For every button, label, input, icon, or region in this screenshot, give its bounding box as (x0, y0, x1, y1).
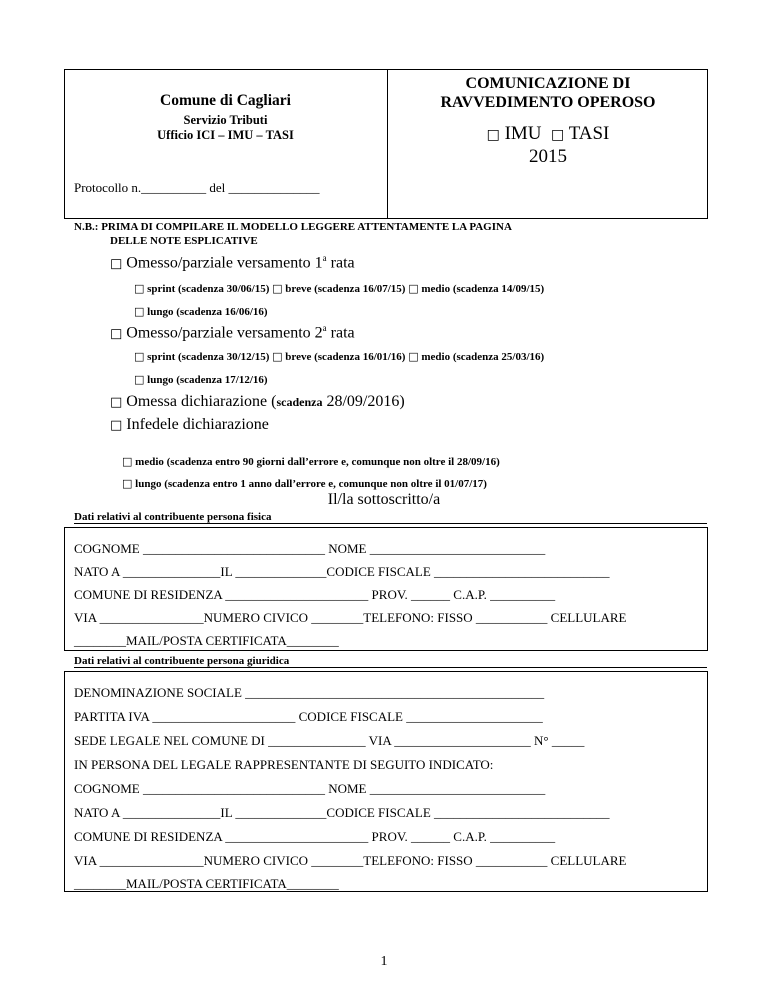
giuridica-piva-cf[interactable]: PARTITA IVA ______________________ CODICE FISCALE _____________________ (74, 709, 543, 724)
rata1-label-end: rata (330, 254, 355, 272)
rata2-lungo-checkbox[interactable]: □ (134, 373, 145, 386)
fisica-heading: Dati relativi al contribuente persona fisica (74, 511, 707, 524)
giuridica-email[interactable]: ________MAIL/POSTA CERTIFICATA________ (74, 876, 339, 891)
ufficio-label: Ufficio ICI – IMU – TASI (157, 128, 294, 142)
infedele-medio-label: medio (scadenza entro 90 giorni dall’errore e, comunque non oltre il 28/09/16) (135, 456, 500, 468)
tasi-checkbox[interactable]: □ (551, 127, 565, 143)
sottoscritto-label: Il/la sottoscritto/a (327, 491, 441, 508)
rata1-sub-row1 (134, 282, 544, 295)
giuridica-rappresentante-label: IN PERSONA DEL LEGALE RAPPRESENTANTE DI SEGUITO INDICATO: (74, 757, 494, 772)
giuridica-cognome-nome[interactable]: COGNOME ____________________________ NOME ___________________________ (74, 781, 546, 796)
rata1-medio-label: medio (scadenza 14/09/15) (421, 283, 545, 295)
infedele-checkbox[interactable]: □ (110, 418, 123, 433)
document-title-line1: COMUNICAZIONE DI (465, 75, 631, 92)
rata1-checkbox[interactable]: □ (110, 256, 123, 272)
omessa-date: 28/09/2016) (322, 393, 405, 410)
rata1-breve-checkbox[interactable]: □ (272, 282, 283, 295)
giuridica-heading: Dati relativi al contribuente persona giuridica (74, 655, 707, 668)
infedele-label: Infedele dichiarazione (126, 416, 269, 433)
rata1-sprint-label: sprint (scadenza 30/06/15) (147, 283, 270, 295)
infedele-medio-checkbox[interactable]: □ (122, 455, 133, 468)
giuridica-nascita-cf[interactable]: NATO A _______________IL ______________CODICE FISCALE ___________________________ (74, 805, 610, 820)
rata1-sub-row2 (134, 305, 268, 318)
rata2-sub-row2 (134, 373, 268, 386)
rata2-medio-label: medio (scadenza 25/03/16) (421, 351, 545, 363)
imu-checkbox[interactable]: □ (486, 127, 500, 143)
option-infedele[interactable] (110, 416, 269, 434)
rata2-label-end: rata (330, 324, 355, 342)
fisica-email[interactable]: ________MAIL/POSTA CERTIFICATA________ (74, 633, 339, 648)
rata1-breve-label: breve (scadenza 16/07/15) (285, 283, 406, 295)
giuridica-residenza[interactable]: COMUNE DI RESIDENZA ______________________ PROV. ______ C.A.P. __________ (74, 829, 556, 844)
rata1-lungo-label: lungo (scadenza 16/06/16) (147, 306, 268, 318)
year-label: 2015 (529, 146, 567, 167)
infedele-lungo-checkbox[interactable]: □ (122, 477, 133, 490)
rata1-lungo-checkbox[interactable]: □ (134, 305, 145, 318)
fisica-nascita-cf[interactable]: NATO A _______________IL ______________CODICE FISCALE ___________________________ (74, 564, 610, 579)
document-title-line2: RAVVEDIMENTO OPEROSO (440, 94, 656, 111)
infedele-lungo-label: lungo (scadenza entro 1 anno dall’errore e, comunque non oltre il 01/07/17) (135, 478, 487, 490)
option-rata2[interactable] (110, 323, 355, 342)
omessa-label: Omessa dichiarazione ( (126, 393, 277, 410)
servizio-label: Servizio Tributi (183, 113, 268, 127)
page-number: 1 (380, 954, 388, 969)
rata2-sup: a (322, 323, 327, 333)
infedele-sub-lungo (122, 477, 487, 490)
rata2-medio-checkbox[interactable]: □ (408, 350, 419, 363)
infedele-sub-medio (122, 455, 500, 468)
option-rata1[interactable] (110, 253, 355, 272)
omessa-scadenza: scadenza (276, 395, 323, 409)
rata2-checkbox[interactable]: □ (110, 326, 123, 342)
rata2-sprint-checkbox[interactable]: □ (134, 350, 145, 363)
fisica-residenza[interactable]: COMUNE DI RESIDENZA ______________________ PROV. ______ C.A.P. __________ (74, 587, 556, 602)
tasi-label: TASI (568, 123, 610, 144)
rata2-sprint-label: sprint (scadenza 30/12/15) (147, 351, 270, 363)
rata1-sprint-checkbox[interactable]: □ (134, 282, 145, 295)
protocollo-field[interactable]: Protocollo n.__________ del ______________ (74, 180, 320, 195)
nb-line2: DELLE NOTE ESPLICATIVE (110, 235, 258, 247)
nb-line1: N.B.: PRIMA DI COMPILARE IL MODELLO LEGGERE ATTENTAMENTE LA PAGINA (74, 221, 512, 233)
rata2-breve-label: breve (scadenza 16/01/16) (285, 351, 406, 363)
rata1-sup: a (322, 253, 327, 263)
fisica-cognome-nome[interactable]: COGNOME ____________________________ NOME ___________________________ (74, 541, 546, 556)
fisica-via-telefono[interactable]: VIA ________________NUMERO CIVICO ________TELEFONO: FISSO ___________ CELLULARE (74, 610, 627, 625)
tax-type-row (388, 123, 708, 145)
giuridica-via-telefono[interactable]: VIA ________________NUMERO CIVICO ________TELEFONO: FISSO ___________ CELLULARE (74, 853, 627, 868)
giuridica-denominazione[interactable]: DENOMINAZIONE SOCIALE ______________________________________________ (74, 685, 545, 700)
rata2-lungo-label: lungo (scadenza 17/12/16) (147, 374, 268, 386)
rata2-label: Omesso/parziale versamento 2 (126, 324, 323, 342)
rata2-breve-checkbox[interactable]: □ (272, 350, 283, 363)
rata1-medio-checkbox[interactable]: □ (408, 282, 419, 295)
omessa-checkbox[interactable]: □ (110, 395, 123, 410)
giuridica-sede[interactable]: SEDE LEGALE NEL COMUNE DI _______________ VIA _____________________ N° _____ (74, 733, 585, 748)
rata1-label: Omesso/parziale versamento 1 (126, 254, 323, 272)
rata2-sub-row1 (134, 350, 544, 363)
option-omessa[interactable] (110, 393, 405, 411)
imu-label: IMU (504, 123, 542, 144)
comune-name: Comune di Cagliari (160, 92, 291, 109)
